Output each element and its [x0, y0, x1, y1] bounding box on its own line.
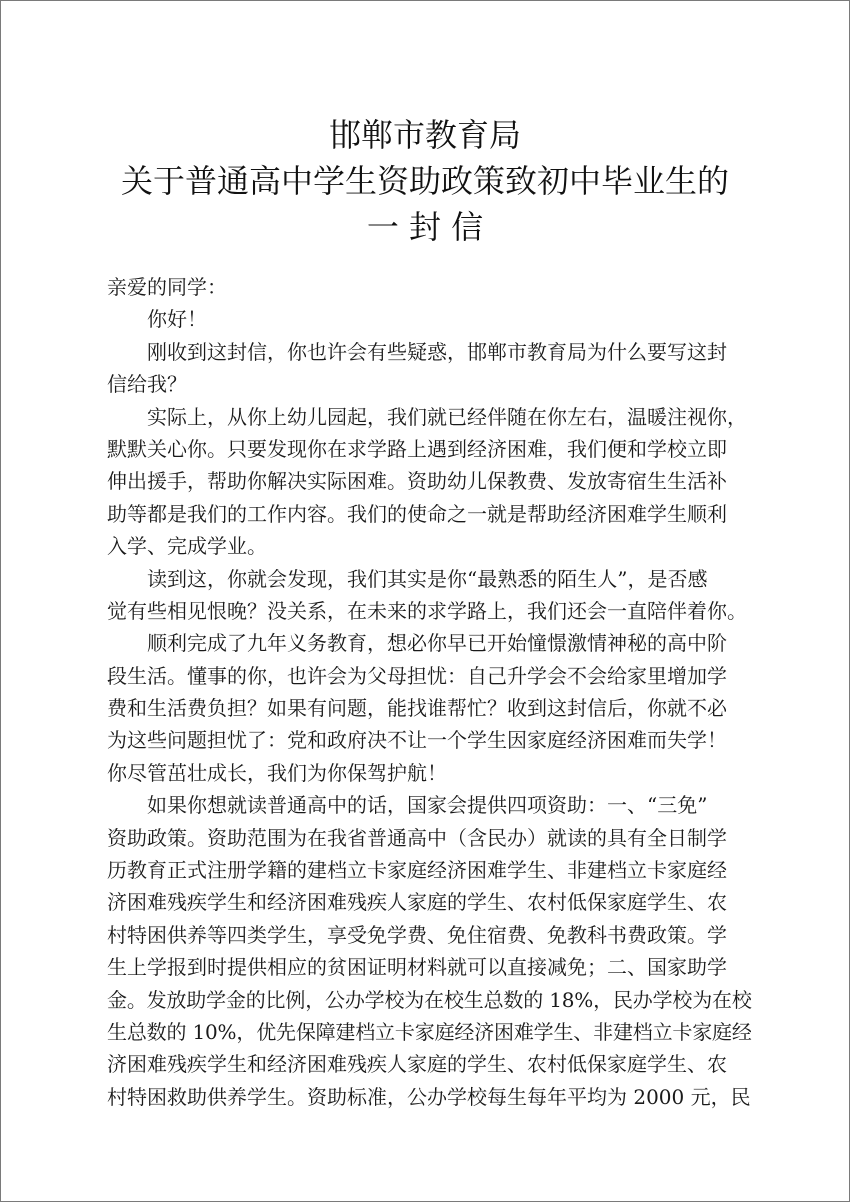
body-line: 金。发放助学金的比例，公办学校为在校生总数的 18%，民办学校为在校 [107, 987, 752, 1012]
body-line: 资助政策。资助范围为在我省普通高中（含民办）就读的具有全日制学 [107, 825, 727, 850]
body-line: 村特困供养等四类学生，享受免学费、免住宿费、免教科书费政策。学 [107, 922, 727, 947]
body-line: 读到这，你就会发现，我们其实是你“最熟悉的陌生人”，是否感 [147, 566, 708, 591]
body-line: 默默关心你。只要发现你在求学路上遇到经济困难，我们便和学校立即 [107, 436, 727, 461]
body-line: 为这些问题担忧了：党和政府决不让一个学生因家庭经济困难而失学！ [107, 728, 727, 753]
body-line: 伸出援手，帮助你解决实际困难。资助幼儿保教费、发放寄宿生生活补 [107, 469, 727, 494]
body-line: 历教育正式注册学籍的建档立卡家庭经济困难学生、非建档立卡家庭经 [107, 858, 727, 883]
body-line: 如果你想就读普通高中的话，国家会提供四项资助：一、“三免” [147, 793, 708, 818]
body-line: 济困难残疾学生和经济困难残疾人家庭的学生、农村低保家庭学生、农 [107, 1052, 727, 1077]
body-line: 段生活。懂事的你，也许会为父母担忧：自己升学会不会给家里增加学 [107, 663, 727, 688]
letter-body [107, 271, 752, 1113]
body-line: 生上学报到时提供相应的贫困证明材料就可以直接减免；二、国家助学 [107, 955, 727, 980]
title-line-issuer: 邯郸市教育局 [328, 116, 521, 154]
body-line: 亲爱的同学： [107, 275, 227, 299]
document-title [0, 112, 850, 250]
body-line: 助等都是我们的工作内容。我们的使命之一就是帮助经济困难学生顺利 [107, 501, 727, 526]
body-line: 费和生活费负担？如果有问题，能找谁帮忙？收到这封信后，你就不必 [107, 696, 727, 721]
body-line: 实际上，从你上幼儿园起，我们就已经伴随在你左右，温暖注视你， [147, 404, 747, 429]
body-line: 信给我？ [107, 372, 187, 397]
body-line: 你好！ [147, 307, 207, 332]
body-line: 济困难残疾学生和经济困难残疾人家庭的学生、农村低保家庭学生、农 [107, 890, 727, 915]
body-line: 顺利完成了九年义务教育，想必你早已开始憧憬激情神秘的高中阶 [147, 631, 727, 656]
body-line: 生总数的 10%，优先保障建档立卡家庭经济困难学生、非建档立卡家庭经 [107, 1019, 752, 1044]
body-line: 你尽管茁壮成长，我们为你保驾护航！ [107, 760, 447, 785]
title-line-subject: 关于普通高中学生资助政策致初中毕业生的 [120, 162, 729, 200]
body-line: 觉有些相见恨晚？没关系，在未来的求学路上，我们还会一直陪伴着你。 [107, 598, 747, 623]
body-line: 入学、完成学业。 [107, 534, 267, 559]
body-line: 刚收到这封信，你也许会有些疑惑，邯郸市教育局为什么要写这封 [147, 339, 727, 364]
body-line: 村特困救助供养学生。资助标准，公办学校每生每年平均为 2000 元，民 [107, 1084, 751, 1109]
title-line-letter: 一 封 信 [366, 208, 484, 246]
